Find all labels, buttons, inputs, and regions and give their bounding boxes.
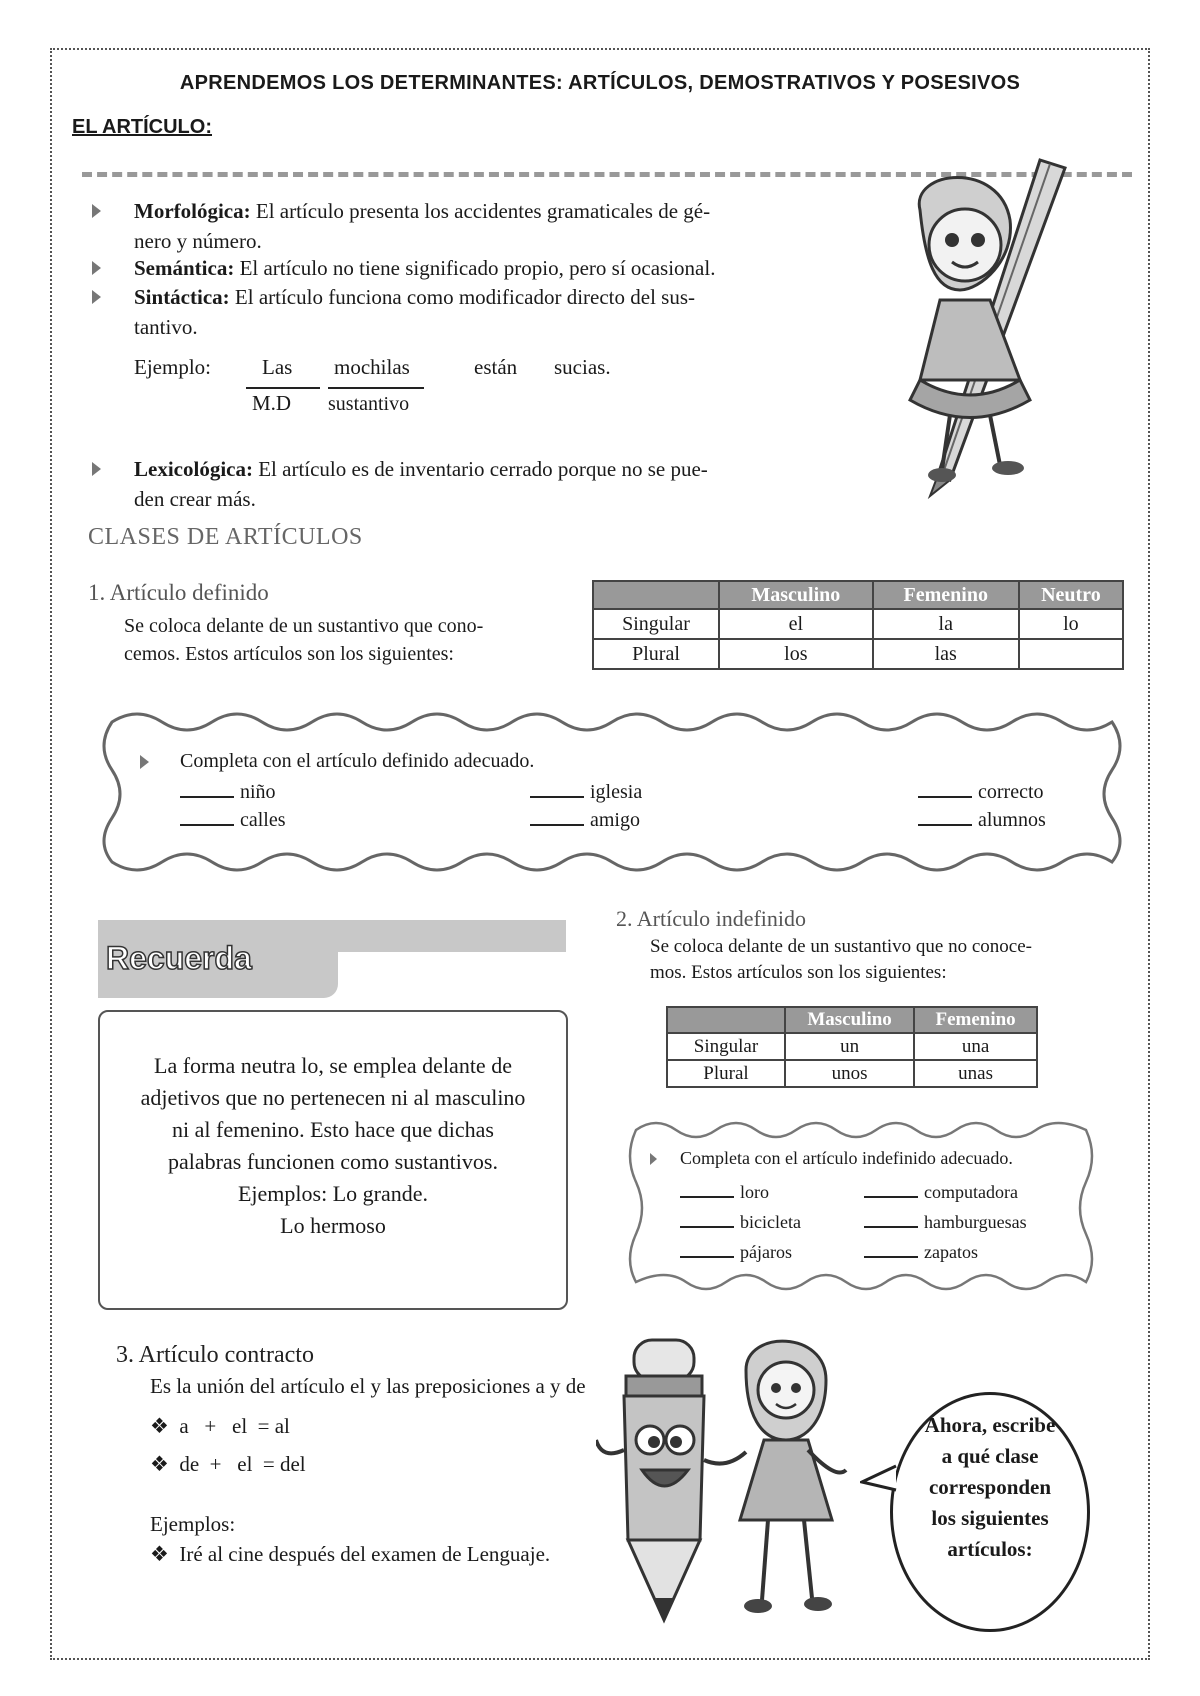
bullet-icon: [92, 290, 101, 304]
indefinido-line: Se coloca delante de un sustantivo que no conoce-: [650, 936, 1032, 957]
answer-blank[interactable]: [918, 806, 972, 826]
table-row-label: Singular: [593, 609, 719, 639]
exercise2-item: hamburguesas: [864, 1208, 1027, 1233]
answer-blank[interactable]: [680, 1208, 734, 1228]
table-header: Femenino: [873, 581, 1019, 609]
exercise2-frame: [620, 1116, 1102, 1296]
recuerda-title: Recuerda: [106, 940, 252, 976]
contracto-title: 3. Artículo contracto: [116, 1342, 314, 1368]
answer-blank[interactable]: [180, 778, 234, 798]
table-cell: unos: [785, 1060, 914, 1087]
table-row-label: Plural: [593, 639, 719, 669]
property-term: Semántica:: [134, 256, 235, 280]
definido-line: cemos. Estos artículos son los siguientes:: [124, 643, 454, 665]
property-text: El artículo funciona como modificador directo del sus-: [229, 285, 696, 309]
recuerda-line: adjetivos que no pertenecen ni al masculino: [140, 1085, 526, 1110]
property-text: El artículo presenta los accidentes gramaticales de gé-: [250, 199, 711, 223]
indefinido-line: mos. Estos artículos son los siguientes:: [650, 962, 947, 983]
clases-heading: CLASES DE ARTÍCULOS: [88, 524, 363, 550]
table-row-label: Plural: [667, 1060, 785, 1087]
exercise1-instruction: Completa con el artículo definido adecuado.: [180, 750, 535, 772]
definido-line: Se coloca delante de un sustantivo que cono-: [124, 615, 484, 637]
table-cell: los: [719, 639, 873, 669]
exercise2-item: zapatos: [864, 1238, 978, 1263]
answer-blank[interactable]: [918, 778, 972, 798]
contracto-formula: ❖ a + el = al: [150, 1414, 290, 1438]
answer-blank[interactable]: [864, 1178, 918, 1198]
recuerda-line: ni al femenino. Esto hace que dichas: [172, 1117, 494, 1142]
indefinido-table: [666, 1006, 1038, 1088]
underline: [246, 387, 320, 389]
diamond-bullet-icon: ❖: [150, 1542, 180, 1566]
speech-bubble-tail: [860, 1460, 900, 1500]
exercise1-item: correcto: [918, 778, 1044, 804]
girl-pencil-illustration: [890, 150, 1090, 500]
table-cell: un: [785, 1033, 914, 1060]
property-text: El artículo no tiene significado propio, pero sí ocasional.: [234, 256, 716, 280]
table-header: Neutro: [1019, 581, 1123, 609]
definido-title: 1. Artículo definido: [88, 580, 269, 605]
property-term: Lexicológica:: [134, 457, 253, 481]
table-cell: la: [873, 609, 1019, 639]
recuerda-line: palabras funcionen como sustantivos.: [168, 1149, 498, 1174]
exercise1-item: alumnos: [918, 806, 1046, 832]
table-row-label: Singular: [667, 1033, 785, 1060]
contracto-examples-label: Ejemplos:: [150, 1512, 236, 1536]
answer-blank[interactable]: [180, 806, 234, 826]
section-subtitle: EL ARTÍCULO:: [72, 116, 212, 138]
diamond-bullet-icon: ❖: [150, 1452, 180, 1476]
table-header: Masculino: [785, 1007, 914, 1033]
indefinido-description: [650, 934, 1032, 986]
table-cell: lo: [1019, 609, 1123, 639]
answer-blank[interactable]: [530, 778, 584, 798]
pencil-girl-illustration: [596, 1330, 886, 1630]
recuerda-text: [98, 1050, 568, 1242]
exercise2-item: bicicleta: [680, 1208, 801, 1233]
exercise2-item: computadora: [864, 1178, 1018, 1203]
table-cell: unas: [914, 1060, 1037, 1087]
bullet-icon: [92, 204, 101, 218]
indefinido-title: 2. Artículo indefinido: [616, 906, 807, 931]
answer-blank[interactable]: [864, 1238, 918, 1258]
speech-line: corresponden: [928, 1475, 1052, 1499]
answer-blank[interactable]: [680, 1178, 734, 1198]
property-morfologica: [92, 196, 832, 256]
bullet-icon: [140, 755, 149, 769]
bullet-icon: [650, 1153, 657, 1165]
table-corner: [593, 581, 719, 609]
diamond-bullet-icon: ❖: [150, 1414, 180, 1438]
answer-blank[interactable]: [864, 1208, 918, 1228]
property-term: Morfológica:: [134, 199, 251, 223]
speech-text: [900, 1410, 1080, 1565]
exercise1-item: amigo: [530, 806, 640, 832]
example-word: mochilas: [334, 355, 410, 379]
table-corner: [667, 1007, 785, 1033]
table-cell: las: [873, 639, 1019, 669]
exercise2-item: pájaros: [680, 1238, 792, 1263]
example-word: están: [474, 355, 518, 379]
recuerda-banner: [98, 920, 566, 998]
property-text-cont: nero y número.: [134, 229, 262, 253]
contracto-description: Es la unión del artículo el y las preposiciones a y de: [150, 1374, 586, 1398]
speech-line: Ahora, escribe: [924, 1413, 1056, 1437]
answer-blank[interactable]: [530, 806, 584, 826]
exercise1-instruction-row: [140, 750, 534, 773]
property-text-cont: tantivo.: [134, 315, 198, 339]
property-lexicologica: [92, 454, 832, 514]
exercise2-instruction: Completa con el artículo indefinido adecuado.: [680, 1148, 1013, 1168]
property-term: Sintáctica:: [134, 285, 230, 309]
bullet-icon: [92, 261, 101, 275]
table-header: Masculino: [719, 581, 873, 609]
underline: [328, 387, 424, 389]
answer-blank[interactable]: [680, 1238, 734, 1258]
definido-table: [592, 580, 1124, 670]
speech-line: los siguientes: [931, 1506, 1049, 1530]
speech-line: artículos:: [947, 1537, 1033, 1561]
contracto-example: ❖ Iré al cine después del examen de Lenguaje.: [150, 1542, 551, 1566]
bullet-icon: [92, 462, 101, 476]
table-cell: [1019, 639, 1123, 669]
example-tag: sustantivo: [328, 393, 410, 415]
recuerda-line: Lo hermoso: [280, 1213, 386, 1238]
table-header: Femenino: [914, 1007, 1037, 1033]
property-sintactica: [92, 282, 832, 342]
example-label: Ejemplo:: [134, 355, 211, 379]
property-text-cont: den crear más.: [134, 487, 256, 511]
recuerda-line: La forma neutra lo, se emplea delante de: [154, 1053, 512, 1078]
definido-description: [124, 612, 483, 668]
example-tag: M.D: [252, 391, 292, 415]
example-word: sucias.: [554, 355, 611, 379]
table-cell: el: [719, 609, 873, 639]
exercise1-item: calles: [180, 806, 286, 832]
recuerda-line: Ejemplos: Lo grande.: [237, 1181, 428, 1206]
exercise2-instruction-row: [650, 1148, 1013, 1169]
table-cell: una: [914, 1033, 1037, 1060]
page-title: APRENDEMOS LOS DETERMINANTES: ARTÍCULOS, DEMOSTRATIVOS Y POSESIVOS: [179, 72, 1021, 94]
contracto-formula: ❖ de + el = del: [150, 1452, 306, 1476]
property-semantica: [92, 253, 832, 283]
exercise1-item: iglesia: [530, 778, 642, 804]
exercise1-item: niño: [180, 778, 276, 804]
property-text: El artículo es de inventario cerrado porque no se pue-: [252, 457, 708, 481]
example-word: Las: [262, 355, 293, 379]
exercise2-item: loro: [680, 1178, 769, 1203]
speech-line: a qué clase: [941, 1444, 1039, 1468]
